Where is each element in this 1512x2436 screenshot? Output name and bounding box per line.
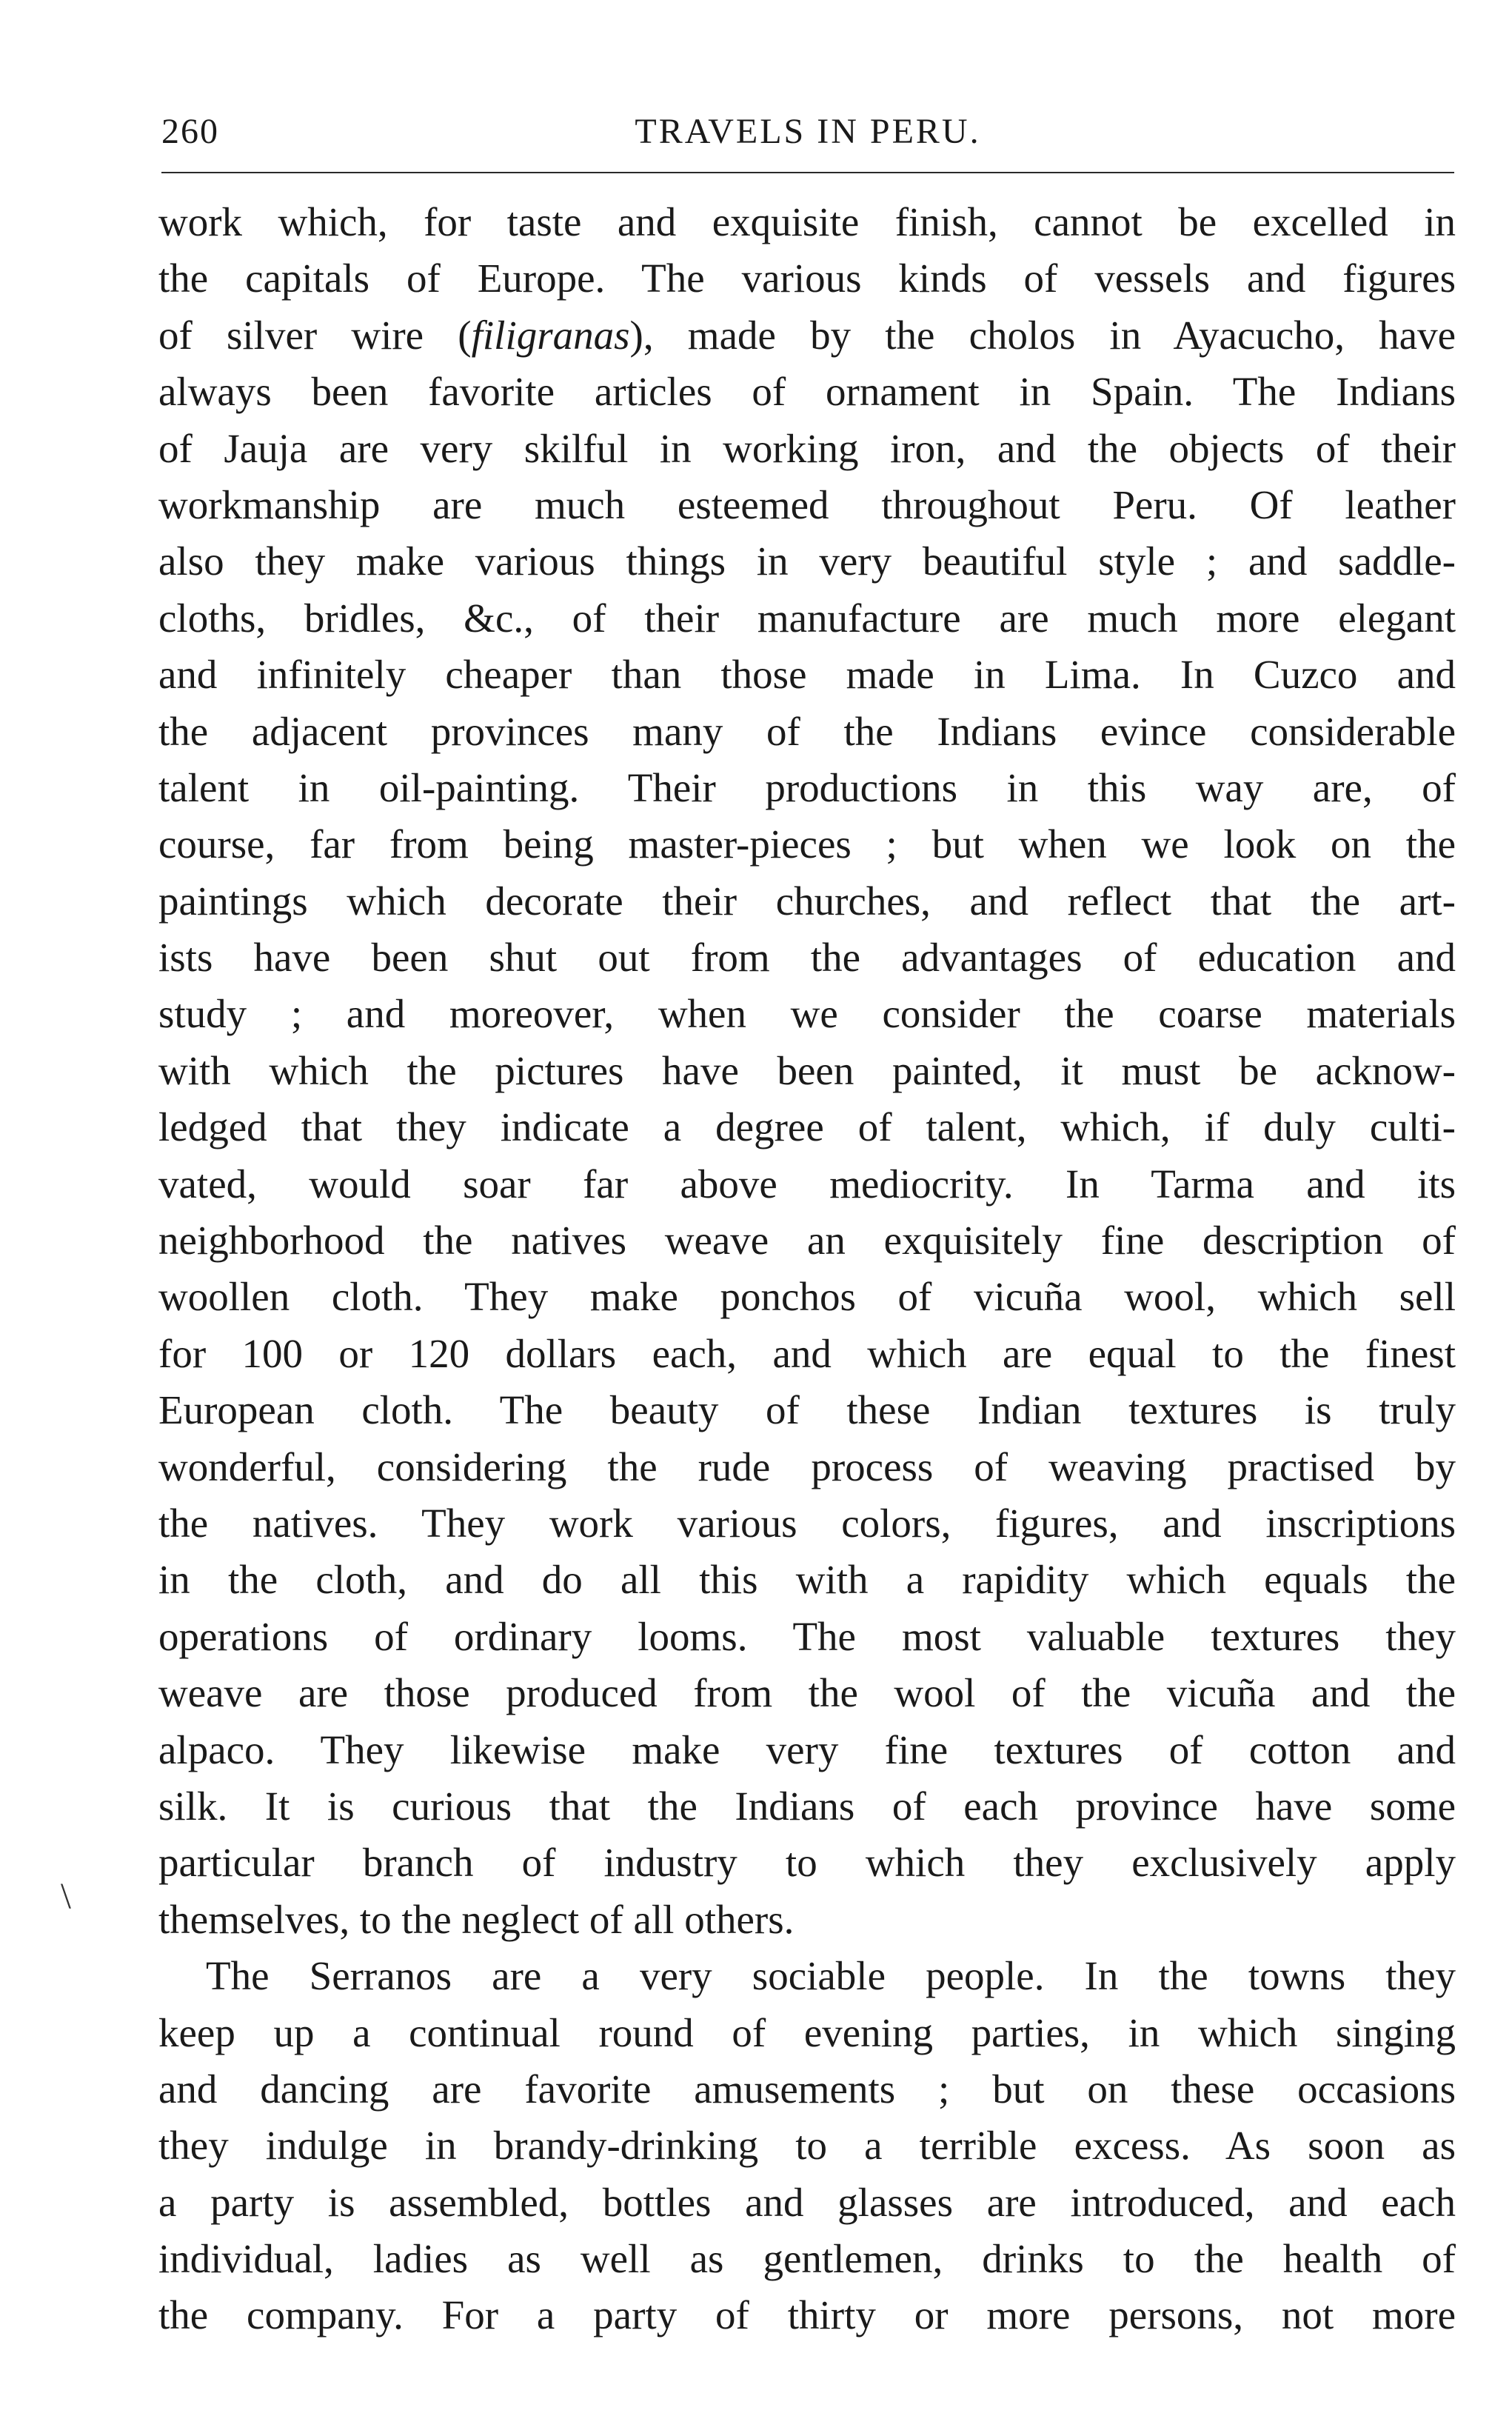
text-line: weave are those produced from the wool of the vicuña and the <box>158 1670 1456 1716</box>
text-line: silk. It is curious that the Indians of each province have some <box>158 1783 1456 1829</box>
text-line: and infinitely cheaper than those made in Lima. In Cuzco and <box>158 652 1456 698</box>
page-number: 260 <box>161 112 219 151</box>
text-line: work which, for taste and exquisite finish, cannot be excelled in <box>158 199 1456 244</box>
text-line: the company. For a party of thirty or more persons, not more <box>158 2292 1456 2338</box>
paragraph-2 <box>158 1948 1456 2344</box>
text-line: a party is assembled, bottles and glasses are introduced, and each <box>158 2179 1456 2225</box>
text-line: ledged that they indicate a degree of talent, which, if duly culti- <box>158 1104 1456 1150</box>
margin-mark: \ <box>61 1875 71 1916</box>
body-text <box>158 194 1456 2344</box>
running-head: TRAVELS IN PERU. <box>635 112 981 151</box>
text-line: woollen cloth. They make ponchos of vicuña wool, which sell <box>158 1274 1456 1320</box>
text-line: they indulge in brandy-drinking to a terrible excess. As soon as <box>158 2123 1456 2169</box>
text-line: particular branch of industry to which they exclusively apply <box>158 1840 1456 1886</box>
text-line: study ; and moreover, when we consider the coarse materials <box>158 991 1456 1037</box>
text-line: in the cloth, and do all this with a rapidity which equals the <box>158 1557 1456 1603</box>
text-line: themselves, to the neglect of all others. <box>158 1896 795 1942</box>
text-line: keep up a continual round of evening parties, in which singing <box>158 2009 1456 2055</box>
text-line: operations of ordinary looms. The most valuable textures they <box>158 1613 1456 1659</box>
text-line: course, far from being master-pieces ; but when we look on the <box>158 821 1456 867</box>
text-line: ists have been shut out from the advantages of education and <box>158 935 1456 981</box>
text-line: the adjacent provinces many of the Indians evince considerable <box>158 708 1456 754</box>
paragraph-1 <box>158 194 1456 1948</box>
text-line: and dancing are favorite amusements ; but on these occasions <box>158 2066 1456 2112</box>
text-line: for 100 or 120 dollars each, and which are equal to the finest <box>158 1330 1456 1376</box>
text-line: The Serranos are a very sociable people. In the towns they <box>206 1953 1456 1999</box>
text-line: individual, ladies as well as gentlemen, drinks to the health of <box>158 2236 1456 2282</box>
text-line: wonderful, considering the rude process of weaving practised by <box>158 1444 1456 1489</box>
text-line: alpaco. They likewise make very fine textures of cotton and <box>158 1726 1456 1772</box>
italic-term: filigranas <box>471 312 630 358</box>
text-line: neighborhood the natives weave an exquisitely fine description of <box>158 1218 1456 1264</box>
text-line: talent in oil-painting. Their productions in this way are, of <box>158 764 1456 810</box>
text-line: the natives. They work various colors, figures, and inscriptions <box>158 1500 1456 1546</box>
text-line: always been favorite articles of ornament in Spain. The Indians <box>158 369 1456 415</box>
header-rule <box>161 172 1454 173</box>
text-line: cloths, bridles, &c., of their manufacture are much more elegant <box>158 595 1456 641</box>
text-line: workmanship are much esteemed throughout Peru. Of leather <box>158 481 1456 527</box>
text-line: European cloth. The beauty of these Indian textures is truly <box>158 1387 1456 1433</box>
text-line: of silver wire (filigranas), made by the cholos in Ayacucho, have <box>158 312 1456 358</box>
text-line: vated, would soar far above mediocrity. In Tarma and its <box>158 1161 1456 1207</box>
text-line: with which the pictures have been painted, it must be acknow- <box>158 1047 1456 1093</box>
text-line: of Jauja are very skilful in working iron, and the objects of their <box>158 425 1456 471</box>
text-line: the capitals of Europe. The various kinds of vessels and figures <box>158 256 1456 301</box>
text-line: paintings which decorate their churches, and reflect that the art- <box>158 878 1456 924</box>
text-line: also they make various things in very beautiful style ; and saddle- <box>158 538 1456 584</box>
page-header <box>161 111 1454 163</box>
